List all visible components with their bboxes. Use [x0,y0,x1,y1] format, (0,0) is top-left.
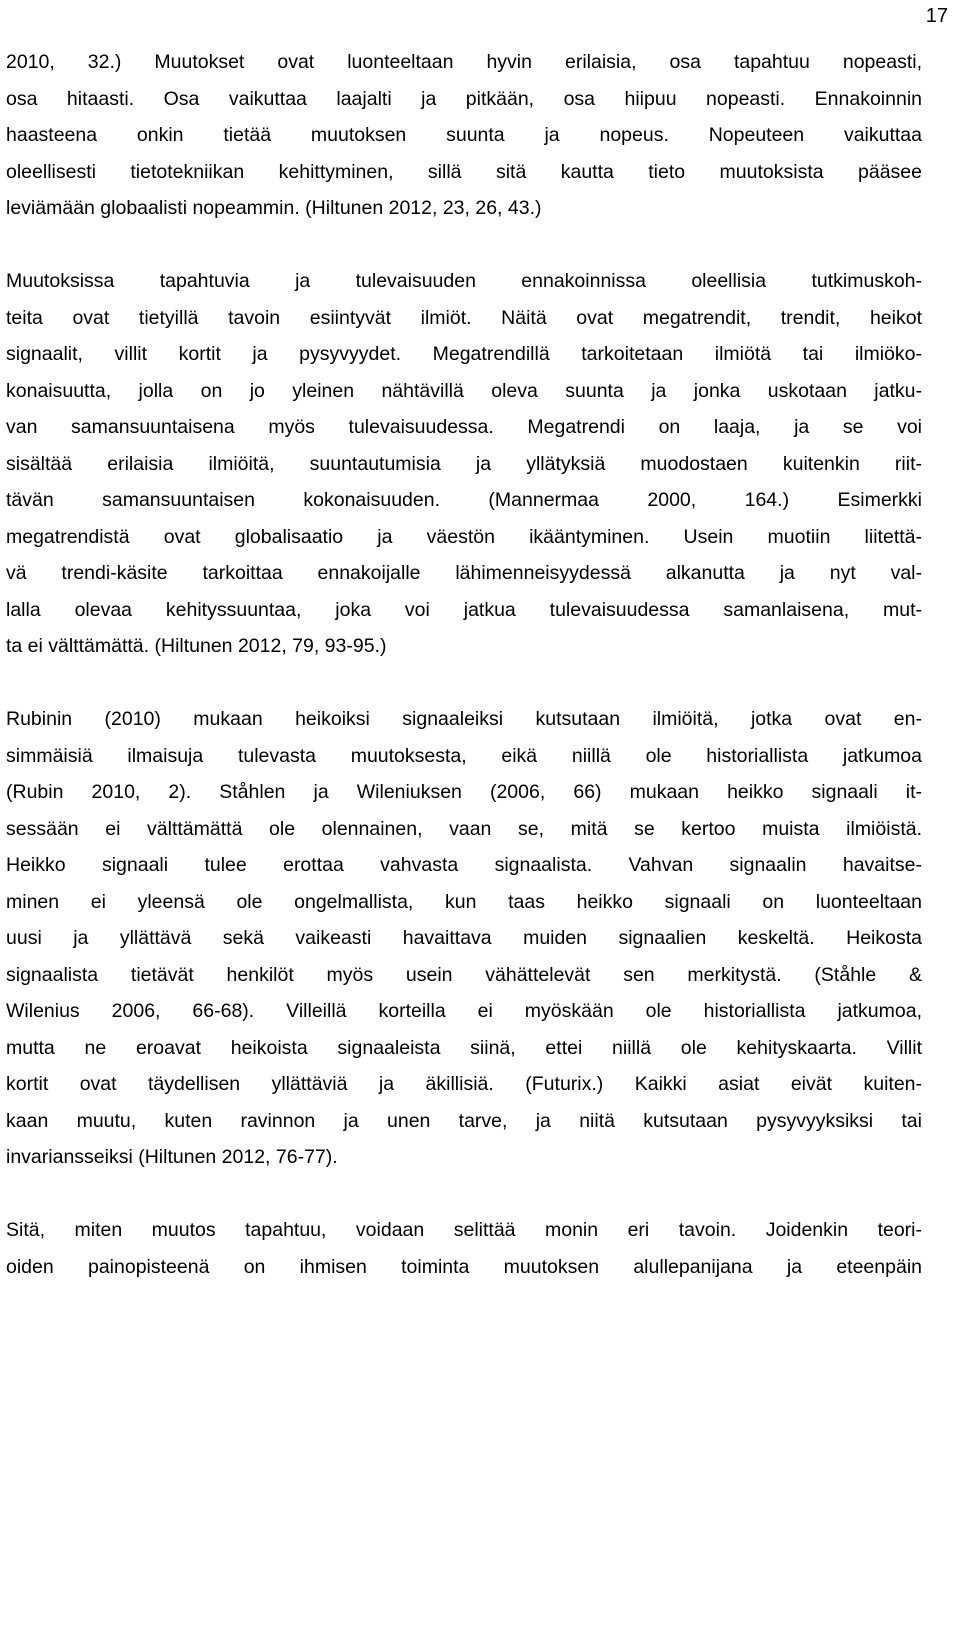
paragraph-gap [6,227,922,264]
document-body [6,44,922,1285]
text-line: signaalit, villit kortit ja pysyvyydet. Megatrendillä tarkoitetaan ilmiötä tai ilmiöko- [6,343,922,365]
text-line: Wilenius 2006, 66-68). Villeillä korteilla ei myöskään ole historiallista jatkumoa, [6,1000,922,1022]
text-line: Muutoksissa tapahtuvia ja tulevaisuuden ennakoinnissa oleellisia tutkimuskoh- [6,270,922,292]
paragraph-gap [6,1176,922,1213]
text-line: tävän samansuuntaisen kokonaisuuden. (Mannermaa 2000, 164.) Esimerkki [6,489,922,511]
text-line: teita ovat tietyillä tavoin esiintyvät ilmiöt. Näitä ovat megatrendit, trendit, heikot [6,306,922,329]
text-line: Heikko signaali tulee erottaa vahvasta signaalista. Vahvan signaalin havaitse- [6,854,922,876]
text-line: vä trendi-käsite tarkoittaa ennakoijalle lähimenneisyydessä alkanutta ja nyt val- [6,562,922,584]
paragraph [6,44,922,227]
text-line: konaisuutta, jolla on jo yleinen nähtävillä oleva suunta ja jonka uskotaan jatku- [6,379,922,402]
text-line: uusi ja yllättävä sekä vaikeasti havaittava muiden signaalien keskeltä. Heikosta [6,927,922,949]
text-line: haasteena onkin tietää muutoksen suunta ja nopeus. Nopeuteen vaikuttaa [6,124,922,146]
text-line: minen ei yleensä ole ongelmallista, kun taas heikko signaali on luonteeltaan [6,890,922,913]
paragraph [6,701,922,1176]
paragraph [6,263,922,665]
paragraph [6,1212,922,1285]
text-line: simmäisiä ilmaisuja tulevasta muutoksesta, eikä niillä ole historiallista jatkumoa [6,744,922,767]
text-line: oleellisesti tietotekniikan kehittyminen, sillä sitä kautta tieto muutoksista pääsee [6,160,922,183]
text-line: leviämään globaalisti nopeammin. (Hiltunen 2012, 23, 26, 43.) [6,197,542,219]
text-line: van samansuuntaisena myös tulevaisuudessa. Megatrendi on laaja, ja se voi [6,416,922,438]
text-line: oiden painopisteenä on ihmisen toiminta muutoksen alullepanijana ja eteenpäin [6,1255,922,1278]
text-line: megatrendistä ovat globalisaatio ja väestön ikääntyminen. Usein muotiin liitettä- [6,525,922,548]
text-line: (Rubin 2010, 2). Ståhlen ja Wileniuksen (2006, 66) mukaan heikko signaali it- [6,781,922,803]
text-line: ta ei välttämättä. (Hiltunen 2012, 79, 93-95.) [6,635,387,657]
text-line: osa hitaasti. Osa vaikuttaa laajalti ja pitkään, osa hiipuu nopeasti. Ennakoinnin [6,87,922,110]
text-line: 2010, 32.) Muutokset ovat luonteeltaan hyvin erilaisia, osa tapahtuu nopeasti, [6,51,922,73]
text-line: Rubinin (2010) mukaan heikoiksi signaaleiksi kutsutaan ilmiöitä, jotka ovat en- [6,708,922,730]
text-line: kortit ovat täydellisen yllättäviä ja äkillisiä. (Futurix.) Kaikki asiat eivät kuiten- [6,1073,922,1095]
text-line: Sitä, miten muutos tapahtuu, voidaan selittää monin eri tavoin. Joidenkin teori- [6,1219,922,1241]
page-number: 17 [925,5,948,27]
text-line: kaan muutu, kuten ravinnon ja unen tarve, ja niitä kutsutaan pysyvyyksiksi tai [6,1109,922,1132]
text-line: invariansseiksi (Hiltunen 2012, 76-77). [6,1146,338,1168]
text-line: sisältää erilaisia ilmiöitä, suuntautumisia ja yllätyksiä muodostaen kuitenkin riit- [6,452,922,475]
text-line: mutta ne eroavat heikoista signaaleista siinä, ettei niillä ole kehityskaarta. Villit [6,1036,922,1059]
text-line: signaalista tietävät henkilöt myös usein vähättelevät sen merkitystä. (Ståhle & [6,963,922,986]
paragraph-gap [6,665,922,702]
text-line: lalla olevaa kehityssuuntaa, joka voi jatkua tulevaisuudessa samanlaisena, mut- [6,598,922,621]
text-line: sessään ei välttämättä ole olennainen, vaan se, mitä se kertoo muista ilmiöistä. [6,817,922,840]
